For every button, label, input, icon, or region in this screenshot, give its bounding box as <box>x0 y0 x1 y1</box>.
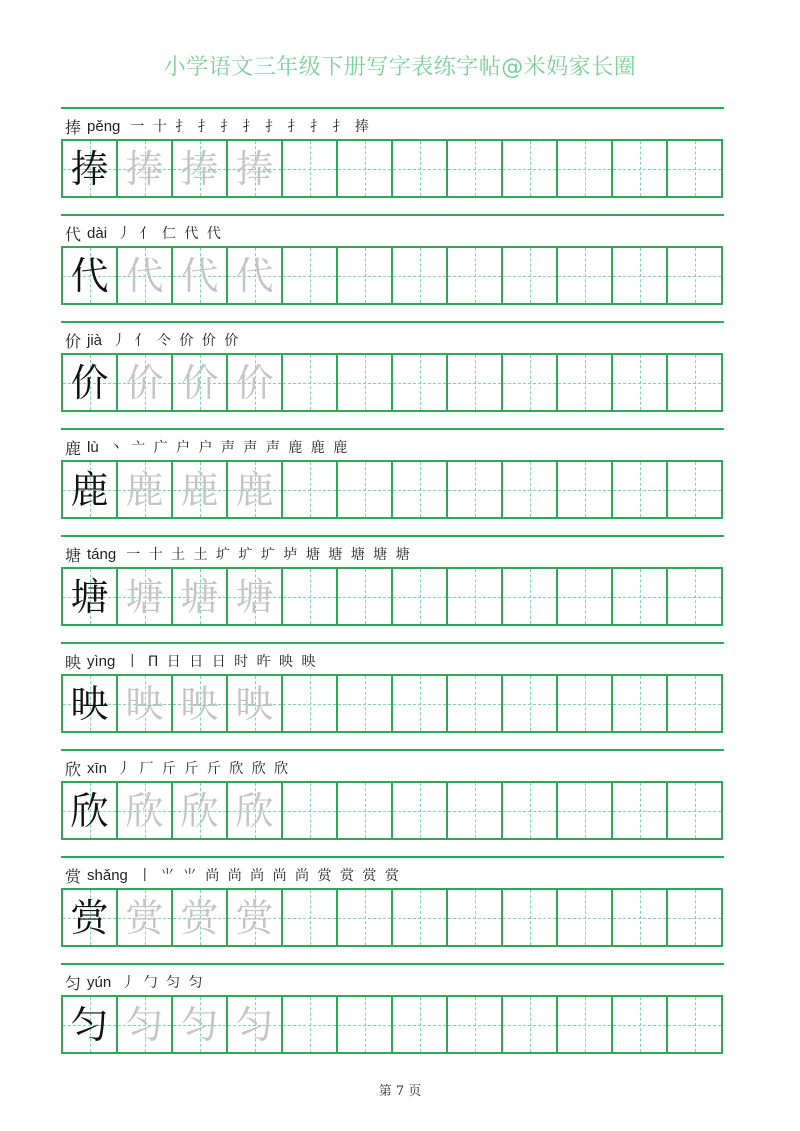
trace-cell <box>118 355 173 410</box>
blank-cell[interactable] <box>668 676 723 731</box>
blank-cell[interactable] <box>283 997 338 1052</box>
blank-cell[interactable] <box>338 569 393 624</box>
trace-cell <box>173 355 228 410</box>
trace-character: 鹿 <box>180 467 219 512</box>
trace-cell <box>118 141 173 196</box>
trace-cell <box>118 248 173 303</box>
trace-cell <box>118 783 173 838</box>
row-info <box>65 969 205 995</box>
blank-cell[interactable] <box>613 997 668 1052</box>
blank-cell[interactable] <box>668 569 723 624</box>
row-character-label: 欣 <box>65 759 82 779</box>
blank-cell[interactable] <box>558 783 613 838</box>
blank-cell[interactable] <box>668 462 723 517</box>
row-info <box>65 434 349 460</box>
blank-cell[interactable] <box>613 569 668 624</box>
trace-cell <box>118 890 173 945</box>
row-divider <box>61 321 724 323</box>
row-divider <box>61 749 724 751</box>
model-character: 欣 <box>70 788 109 833</box>
blank-cell[interactable] <box>283 676 338 731</box>
trace-cell <box>173 890 228 945</box>
trace-character: 价 <box>125 360 164 405</box>
trace-character: 塘 <box>235 574 274 619</box>
blank-cell[interactable] <box>393 355 448 410</box>
tianzige-grid <box>61 888 723 947</box>
blank-cell[interactable] <box>503 355 558 410</box>
tianzige-grid <box>61 674 723 733</box>
blank-cell[interactable] <box>503 890 558 945</box>
blank-cell[interactable] <box>558 248 613 303</box>
trace-character: 匀 <box>180 1002 219 1047</box>
row-character-label: 鹿 <box>65 438 82 458</box>
trace-character: 映 <box>235 681 274 726</box>
trace-character: 匀 <box>235 1002 274 1047</box>
trace-cell <box>118 676 173 731</box>
blank-cell[interactable] <box>503 248 558 303</box>
blank-cell[interactable] <box>393 569 448 624</box>
trace-character: 欣 <box>125 788 164 833</box>
blank-cell[interactable] <box>558 676 613 731</box>
blank-cell[interactable] <box>283 355 338 410</box>
blank-cell[interactable] <box>338 676 393 731</box>
model-character: 鹿 <box>70 467 109 512</box>
blank-cell[interactable] <box>283 783 338 838</box>
row-stroke-order: 丿 厂 斤 斤 斤 欣 欣 欣 <box>117 761 291 777</box>
row-divider <box>61 214 724 216</box>
row-info <box>65 541 412 567</box>
row-character-label: 代 <box>65 224 82 244</box>
row-stroke-order: 一 十 扌 扌 扌 扌 扌 扌 扌 扌 捧 <box>130 119 371 135</box>
trace-cell <box>173 569 228 624</box>
practice-row <box>61 107 724 214</box>
blank-cell[interactable] <box>448 569 503 624</box>
row-pinyin: xīn <box>87 759 108 777</box>
trace-character: 价 <box>180 360 219 405</box>
trace-character: 代 <box>125 253 164 298</box>
row-divider <box>61 535 724 537</box>
blank-cell[interactable] <box>393 890 448 945</box>
blank-cell[interactable] <box>338 890 393 945</box>
model-cell <box>63 355 118 410</box>
blank-cell[interactable] <box>393 783 448 838</box>
trace-cell <box>173 783 228 838</box>
row-character-label: 捧 <box>65 117 82 137</box>
blank-cell[interactable] <box>503 676 558 731</box>
trace-cell <box>173 141 228 196</box>
blank-cell[interactable] <box>668 141 723 196</box>
blank-cell[interactable] <box>558 997 613 1052</box>
model-cell <box>63 569 118 624</box>
trace-character: 捧 <box>180 146 219 191</box>
blank-cell[interactable] <box>448 997 503 1052</box>
blank-cell[interactable] <box>448 890 503 945</box>
page-number: 第 7 页 <box>378 1084 422 1099</box>
trace-cell <box>228 569 283 624</box>
trace-cell <box>118 997 173 1052</box>
blank-cell[interactable] <box>668 997 723 1052</box>
blank-cell[interactable] <box>613 783 668 838</box>
model-character: 价 <box>70 360 109 405</box>
blank-cell[interactable] <box>558 462 613 517</box>
row-info <box>65 327 240 353</box>
blank-cell[interactable] <box>503 462 558 517</box>
blank-cell[interactable] <box>668 248 723 303</box>
blank-cell[interactable] <box>338 355 393 410</box>
blank-cell[interactable] <box>338 248 393 303</box>
row-pinyin: dài <box>87 224 108 242</box>
trace-cell <box>118 462 173 517</box>
trace-cell <box>228 997 283 1052</box>
trace-character: 代 <box>180 253 219 298</box>
model-cell <box>63 248 118 303</box>
trace-cell <box>118 569 173 624</box>
blank-cell[interactable] <box>393 462 448 517</box>
row-divider <box>61 856 724 858</box>
trace-cell <box>228 141 283 196</box>
model-cell <box>63 141 118 196</box>
row-info <box>65 113 371 139</box>
blank-cell[interactable] <box>283 462 338 517</box>
page-title: 小学语文三年级下册写字表练字帖@米妈家长圈 <box>163 55 637 80</box>
blank-cell[interactable] <box>448 141 503 196</box>
blank-cell[interactable] <box>558 355 613 410</box>
model-character: 匀 <box>70 1002 109 1047</box>
trace-character: 欣 <box>180 788 219 833</box>
tianzige-grid <box>61 139 723 198</box>
row-pinyin: jià <box>87 331 103 349</box>
tianzige-grid <box>61 353 723 412</box>
blank-cell[interactable] <box>613 676 668 731</box>
trace-cell <box>228 355 283 410</box>
model-cell <box>63 783 118 838</box>
trace-cell <box>228 676 283 731</box>
row-stroke-order: 丿 亻 仁 代 代 <box>117 226 223 242</box>
practice-row <box>61 321 724 428</box>
model-cell <box>63 997 118 1052</box>
trace-character: 鹿 <box>235 467 274 512</box>
blank-cell[interactable] <box>448 248 503 303</box>
row-info <box>65 648 318 674</box>
row-stroke-order: 一 十 土 土 圹 圹 圹 垆 塘 塘 塘 塘 塘 <box>126 547 412 563</box>
tianzige-grid <box>61 460 723 519</box>
model-character: 映 <box>70 681 109 726</box>
model-character: 代 <box>70 253 109 298</box>
row-divider <box>61 428 724 430</box>
blank-cell[interactable] <box>338 783 393 838</box>
row-info <box>65 755 290 781</box>
trace-character: 捧 <box>125 146 164 191</box>
row-character-label: 映 <box>65 652 82 672</box>
row-pinyin: táng <box>87 545 117 563</box>
practice-row <box>61 535 724 642</box>
blank-cell[interactable] <box>613 462 668 517</box>
blank-cell[interactable] <box>503 783 558 838</box>
row-stroke-order: 丿 亻 仒 价 价 价 <box>112 333 241 349</box>
trace-cell <box>228 783 283 838</box>
row-stroke-order: 丿 勹 匀 匀 <box>121 975 205 991</box>
blank-cell[interactable] <box>613 355 668 410</box>
row-pinyin: lù <box>87 438 99 456</box>
row-pinyin: yìng <box>87 652 116 670</box>
tianzige-grid <box>61 781 723 840</box>
practice-row <box>61 428 724 535</box>
model-character: 塘 <box>70 574 109 619</box>
model-cell <box>63 890 118 945</box>
row-character-label: 赏 <box>65 866 82 886</box>
row-pinyin: pěng <box>87 117 121 135</box>
trace-cell <box>173 462 228 517</box>
trace-character: 赏 <box>125 895 164 940</box>
model-cell <box>63 676 118 731</box>
blank-cell[interactable] <box>668 355 723 410</box>
blank-cell[interactable] <box>448 355 503 410</box>
blank-cell[interactable] <box>448 462 503 517</box>
blank-cell[interactable] <box>393 676 448 731</box>
trace-character: 映 <box>180 681 219 726</box>
trace-character: 赏 <box>180 895 219 940</box>
practice-row <box>61 963 724 1070</box>
row-stroke-order: 丨 ⺌ ⺌ 尚 尚 尚 尚 尚 赏 赏 赏 赏 <box>137 868 401 884</box>
trace-character: 代 <box>235 253 274 298</box>
blank-cell[interactable] <box>503 569 558 624</box>
blank-cell[interactable] <box>338 462 393 517</box>
trace-cell <box>173 997 228 1052</box>
blank-cell[interactable] <box>613 141 668 196</box>
blank-cell[interactable] <box>448 676 503 731</box>
tianzige-grid <box>61 567 723 626</box>
blank-cell[interactable] <box>283 890 338 945</box>
blank-cell[interactable] <box>558 141 613 196</box>
trace-cell <box>228 462 283 517</box>
blank-cell[interactable] <box>283 248 338 303</box>
row-divider <box>61 107 724 109</box>
blank-cell[interactable] <box>338 997 393 1052</box>
practice-row <box>61 214 724 321</box>
practice-row <box>61 856 724 963</box>
trace-character: 塘 <box>125 574 164 619</box>
trace-character: 捧 <box>235 146 274 191</box>
row-pinyin: shǎng <box>87 866 128 884</box>
row-character-label: 价 <box>65 331 82 351</box>
row-stroke-order: 丨 П 日 日 日 时 旿 映 映 <box>125 654 318 670</box>
blank-cell[interactable] <box>558 890 613 945</box>
trace-character: 赏 <box>235 895 274 940</box>
blank-cell[interactable] <box>338 141 393 196</box>
trace-character: 塘 <box>180 574 219 619</box>
model-cell <box>63 462 118 517</box>
blank-cell[interactable] <box>448 783 503 838</box>
trace-cell <box>228 890 283 945</box>
trace-character: 匀 <box>125 1002 164 1047</box>
model-character: 捧 <box>70 146 109 191</box>
model-character: 赏 <box>70 895 109 940</box>
row-info <box>65 220 223 246</box>
blank-cell[interactable] <box>503 141 558 196</box>
blank-cell[interactable] <box>668 783 723 838</box>
blank-cell[interactable] <box>613 890 668 945</box>
trace-cell <box>173 248 228 303</box>
blank-cell[interactable] <box>393 141 448 196</box>
trace-cell <box>228 248 283 303</box>
row-character-label: 塘 <box>65 545 82 565</box>
blank-cell[interactable] <box>668 890 723 945</box>
trace-character: 欣 <box>235 788 274 833</box>
row-info <box>65 862 401 888</box>
trace-character: 价 <box>235 360 274 405</box>
blank-cell[interactable] <box>613 248 668 303</box>
trace-character: 鹿 <box>125 467 164 512</box>
blank-cell[interactable] <box>283 569 338 624</box>
row-pinyin: yún <box>87 973 112 991</box>
blank-cell[interactable] <box>283 141 338 196</box>
row-divider <box>61 963 724 965</box>
practice-row <box>61 749 724 856</box>
tianzige-grid <box>61 246 723 305</box>
blank-cell[interactable] <box>393 248 448 303</box>
blank-cell[interactable] <box>393 997 448 1052</box>
trace-cell <box>173 676 228 731</box>
practice-row <box>61 642 724 749</box>
row-character-label: 匀 <box>65 973 82 993</box>
trace-character: 映 <box>125 681 164 726</box>
blank-cell[interactable] <box>558 569 613 624</box>
blank-cell[interactable] <box>503 997 558 1052</box>
row-divider <box>61 642 724 644</box>
tianzige-grid <box>61 995 723 1054</box>
row-stroke-order: 丶 亠 广 户 户 声 声 声 鹿 鹿 鹿 <box>108 440 350 456</box>
